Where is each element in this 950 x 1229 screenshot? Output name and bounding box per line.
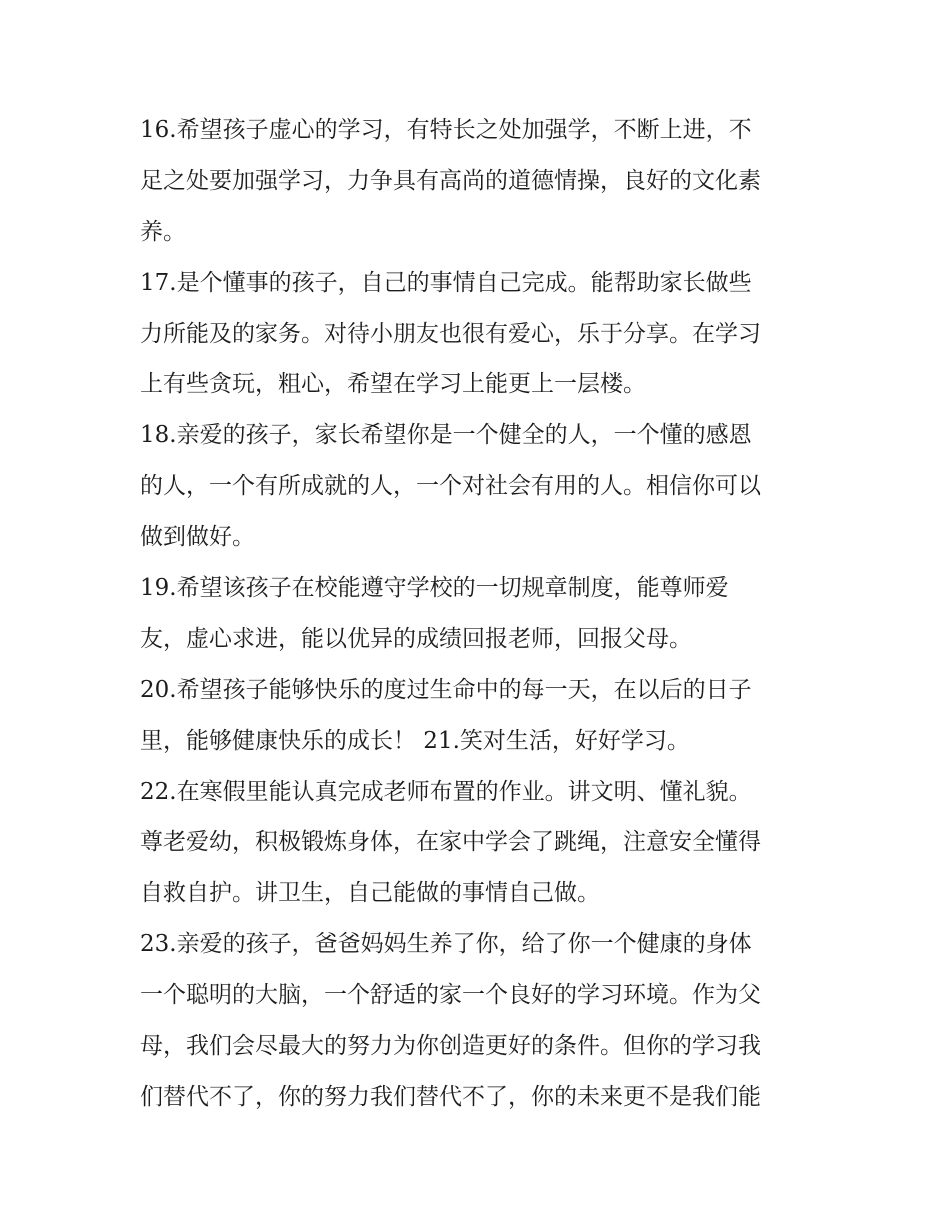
text-line: 上有些贪玩，粗心，希望在学习上能更上一层楼。 (140, 371, 646, 398)
document-body (140, 105, 830, 1123)
text-line: 的人，一个有所成就的人，一个对社会有用的人。相信你可以 (140, 473, 761, 500)
text-line: 18.亲爱的孩子，家长希望你是一个健全的人，一个懂的感恩 (140, 422, 752, 449)
text-line: 16.希望孩子虚心的学习，有特长之处加强学，不断上进，不 (140, 117, 752, 143)
text-line: 养。 (140, 218, 186, 245)
text-line: 母，我们会尽最大的努力为你创造更好的条件。但你的学习我 (140, 1033, 761, 1060)
text-line: 一个聪明的大脑，一个舒适的家一个良好的学习环境。作为父 (140, 982, 761, 1009)
text-line: 17.是个懂事的孩子，自己的事情自己完成。能帮助家长做些 (140, 269, 752, 296)
text-line: 友，虚心求进，能以优异的成绩回报老师，回报父母。 (140, 625, 692, 652)
text-line: 尊老爱幼，积极锻炼身体，在家中学会了跳绳，注意安全懂得 (140, 829, 761, 856)
text-line: 力所能及的家务。对待小朋友也很有爱心，乐于分享。在学习 (140, 320, 761, 347)
text-line: 自救自护。讲卫生，自己能做的事情自己做。 (140, 880, 600, 907)
text-line: 们替代不了，你的努力我们替代不了，你的未来更不是我们能 (140, 1083, 761, 1110)
text-line: 23.亲爱的孩子，爸爸妈妈生养了你，给了你一个健康的身体 (140, 931, 752, 958)
text-line: 22.在寒假里能认真完成老师布置的作业。讲文明、懂礼貌。 (140, 778, 752, 805)
text-line: 19.希望该孩子在校能遵守学校的一切规章制度，能尊师爱 (140, 575, 729, 602)
text-line: 足之处要加强学习，力争具有高尚的道德情操，良好的文化素 (140, 167, 761, 194)
text-line: 20.希望孩子能够快乐的度过生命中的每一天，在以后的日子 (140, 676, 752, 703)
text-line: 做到做好。 (140, 524, 255, 551)
text-line: 里，能够健康快乐的成长！ 21.笑对生活，好好学习。 (140, 727, 690, 754)
